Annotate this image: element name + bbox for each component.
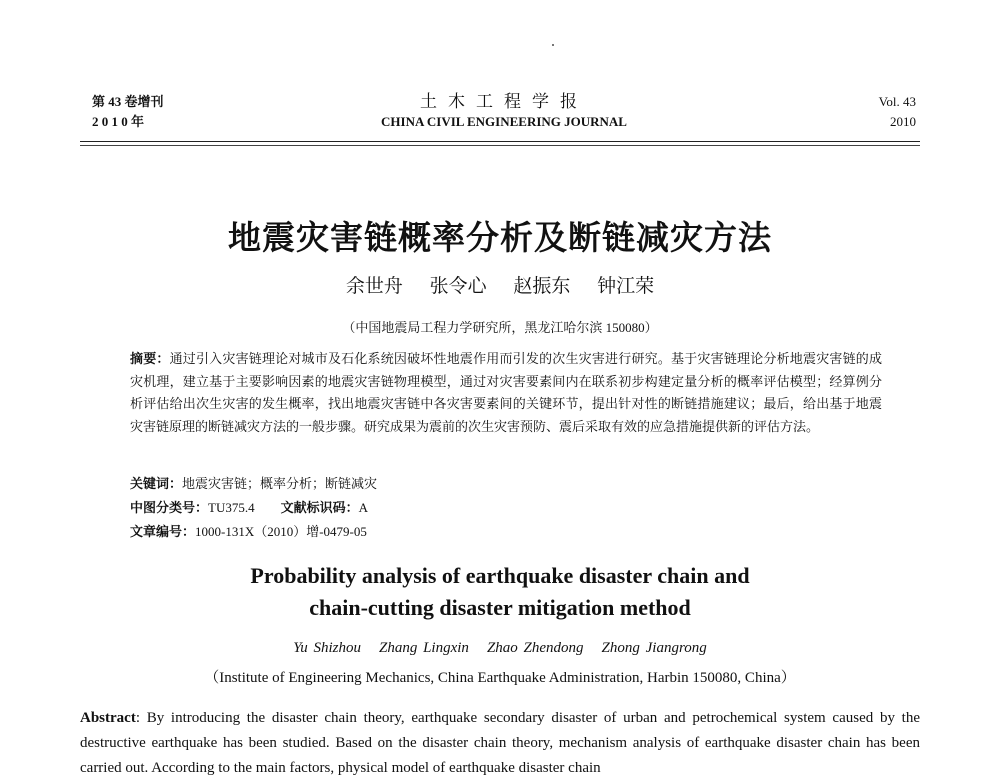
abstract-en-text: : By introducing the disaster chain theory, earthquake secondary disaster of urban and petrochemical system caused by the destructive earthquake has been studied. Based on the disaster chain theory, mechanism analysis of earthquake disaster chain has been carried out. According to the main factors, physical model of earthquake disaster chain [80, 710, 920, 776]
author-en: Zhong Jiangrong [601, 640, 707, 656]
header-rule-top [80, 141, 920, 142]
header-rule-bottom [80, 145, 920, 146]
title-en-line-2: chain-cutting disaster mitigation method [309, 595, 691, 620]
journal-header [92, 92, 916, 136]
paper-title-en [0, 560, 1000, 624]
doc-code-label: 文献标识码： [280, 500, 359, 515]
affiliation-cn: （中国地震局工程力学研究所，黑龙江哈尔滨 150080） [342, 320, 658, 335]
affiliation-en: （Institute of Engineering Mechanics, China Earthquake Administration, Harbin 150080, China） [204, 670, 796, 686]
abstract-en [80, 706, 920, 776]
classification-line [130, 498, 368, 518]
scan-speck [552, 44, 554, 46]
journal-name-en: CHINA CIVIL ENGINEERING JOURNAL [381, 114, 627, 129]
clc-value: TU375.4 [208, 500, 255, 515]
keywords-cn [130, 474, 377, 494]
article-no-label: 文章编号： [130, 524, 196, 539]
abstract-en-label: Abstract [80, 710, 136, 726]
author-en: Zhao Zhendong [486, 640, 584, 656]
journal-name-cn: 土木工程学报 [420, 92, 588, 111]
author-en: Zhang Lingxin [379, 640, 469, 656]
header-year: 2010 [890, 114, 916, 129]
header-volume-line: 第 43 卷增刊 [92, 94, 164, 109]
header-journal-name [92, 92, 916, 132]
authors-cn: 余世舟 张令心 赵振东 钟江荣 [345, 276, 655, 297]
header-year-line: 2 0 1 0 年 [92, 114, 145, 129]
keywords-label: 关键词： [130, 476, 183, 491]
title-en-line-1: Probability analysis of earthquake disaster chain and [250, 563, 750, 588]
authors-en [0, 640, 1000, 657]
clc-label: 中图分类号： [130, 500, 209, 515]
article-no-value: 1000-131X（2010）增-0479-05 [195, 524, 367, 539]
doc-code-value: A [358, 500, 369, 515]
paper-title-cn: 地震灾害链概率分析及断链减灾方法 [228, 218, 772, 257]
author-en: Yu Shizhou [293, 640, 361, 656]
abstract-cn-label: 摘要： [130, 351, 170, 366]
header-vol: Vol. 43 [878, 94, 916, 109]
keywords-text: 地震灾害链；概率分析；断链减灾 [182, 476, 378, 491]
abstract-cn [130, 348, 882, 438]
article-number-line [130, 522, 367, 542]
header-volume-en [879, 92, 916, 132]
abstract-cn-text: 通过引入灾害链理论对城市及石化系统因破坏性地震作用而引发的次生灾害进行研究。基于灾害链理论分析地震灾害链的成灾机理，建立基于主要影响因素的地震灾害链物理模型，通过对灾害要素间内在联系初步构建定量分析的概率评估模型；经算例分析评估给出次生灾害的发生概率，找出地震灾害链中各灾害要素间的关键环节，提出针对性的断链措施建议；最后，给出基于地震灾害链原理的断链减灾方法的一般步骤。研究成果为震前的次生灾害预防、震后采取有效的应急措施提供新的评估方法。 [130, 351, 882, 434]
